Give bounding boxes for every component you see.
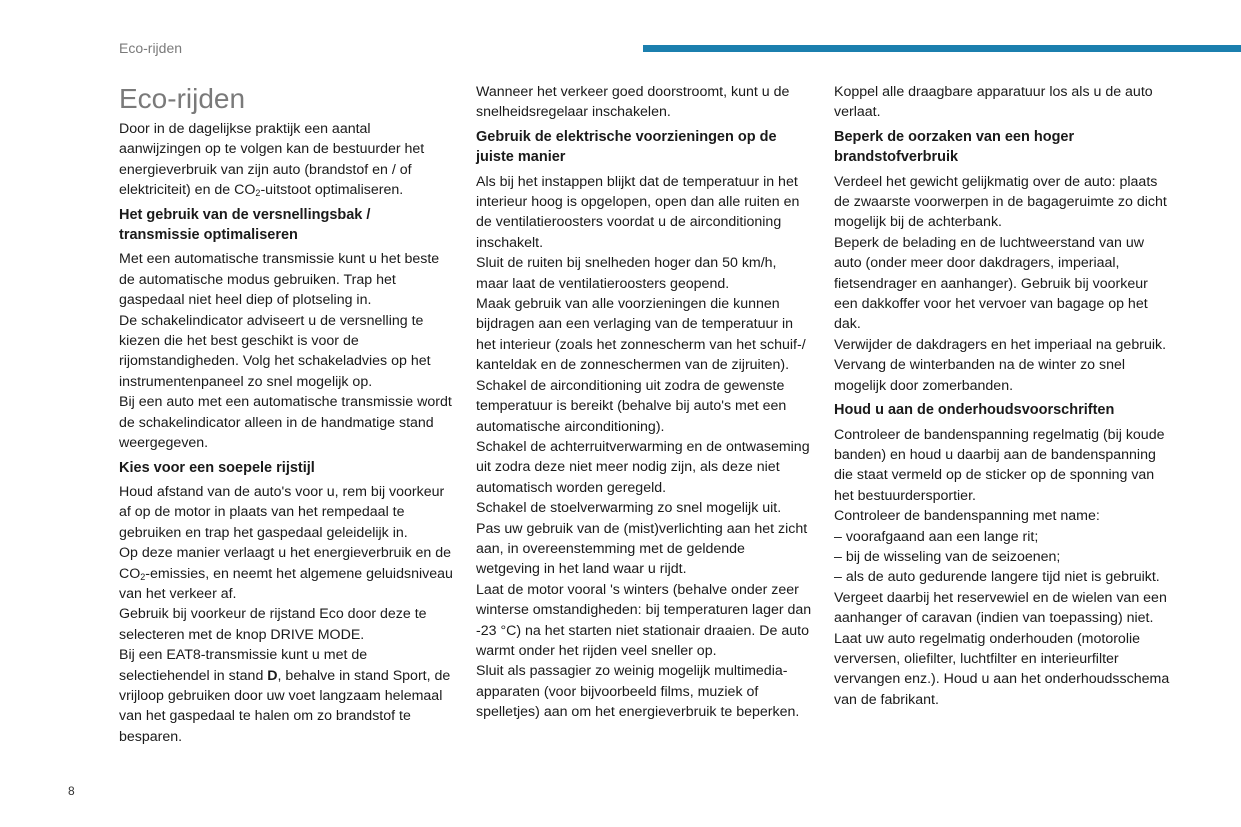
- paragraph: Vervang de winterbanden na de winter zo snel mogelijk door zomerbanden.: [834, 357, 1126, 394]
- paragraph: Controleer de bandenspanning regelmatig (bij koude banden) en houd u daarbij aan de bandenspanning die staat vermeld op de sticker op de sponning van het bestuurdersportier.: [834, 426, 1165, 504]
- paragraph: Schakel de achterruitverwarming en de ontwaseming uit zodra deze niet meer nodig zijn, als deze niet automatisch worden geregeld.: [476, 438, 810, 496]
- section-heading: Het gebruik van de versnellingsbak / transmissie optimaliseren: [119, 206, 371, 244]
- subscript: 2: [140, 571, 146, 582]
- text: , behalve in stand Sport, de vrijloop gebruiken door uw voet langzaam helemaal van het gaspedaal te halen om zo brandstof te besparen.: [119, 667, 451, 745]
- paragraph: Schakel de stoelverwarming zo snel mogelijk uit.: [476, 500, 782, 517]
- paragraph: Verwijder de dakdragers en het imperiaal na gebruik.: [834, 336, 1167, 353]
- column-1: [119, 82, 455, 747]
- paragraph: Maak gebruik van alle voorzieningen die kunnen bijdragen aan een verlaging van de temperatuur in het interieur (zoals het zonnescherm van het schuif-/ kanteldak en de zonneschermen van de zijruiten).: [476, 296, 806, 374]
- list-item: – voorafgaand aan een lange rit;: [834, 528, 1039, 545]
- paragraph: Verdeel het gewicht gelijkmatig over de auto: plaats de zwaarste voorwerpen in de bagageruimte zo dicht mogelijk bij de achterbank.: [834, 173, 1167, 231]
- paragraph: Houd afstand van de auto's voor u, rem bij voorkeur af op de motor in plaats van het rempedaal te gebruiken en trap het gaspedaal geleidelijk in.: [119, 483, 445, 541]
- section-heading: Kies voor een soepele rijstijl: [119, 459, 315, 476]
- paragraph: [119, 543, 455, 604]
- paragraph: Sluit als passagier zo weinig mogelijk multimedia-apparaten (voor bijvoorbeeld films, muziek of spelletjes) aan om het energieverbruik te beperken.: [476, 663, 800, 721]
- text: Bij een EAT8-transmissie kunt u met de selectiehendel in stand: [119, 647, 368, 684]
- intro-text-end: -uitstoot optimaliseren.: [260, 182, 404, 199]
- intro-paragraph: [119, 119, 455, 201]
- header-accent-bar: [643, 45, 1241, 52]
- header-section-label: Eco-rijden: [119, 40, 183, 56]
- paragraph: Gebruik bij voorkeur de rijstand Eco door deze te selecteren met de knop DRIVE MODE.: [119, 606, 427, 643]
- paragraph: [119, 645, 455, 747]
- page-title: Eco-rijden: [119, 83, 246, 114]
- section-electrical: [476, 127, 812, 723]
- column-3: [834, 82, 1170, 710]
- dash-list: [834, 527, 1170, 588]
- paragraph: Als bij het instappen blijkt dat de temperatuur in het interieur hoog is opgelopen, open dan alle ruiten en de ventilatieroosters voordat u de airconditioning inschakelt.: [476, 173, 800, 251]
- page-number: 8: [68, 784, 75, 798]
- section-maintenance: [834, 400, 1170, 710]
- paragraph: Sluit de ruiten bij snelheden hoger dan 50 km/h, maar laat de ventilatieroosters geopend.: [476, 255, 777, 292]
- paragraph: Laat de motor vooral 's winters (behalve onder zeer winterse omstandigheden: bij temperaturen lager dan -23 °C) na het starten niet stationair draaien. De auto warmt onder het rijden veel sneller op.: [476, 581, 812, 659]
- bold-text: D: [267, 667, 278, 684]
- section-fuel-consumption: [834, 127, 1170, 396]
- paragraph: Wanneer het verkeer goed doorstroomt, kunt u de snelheidsregelaar inschakelen.: [476, 84, 790, 121]
- paragraph: Bij een auto met een automatische transmissie wordt de schakelindicator alleen in de handmatige stand weergegeven.: [119, 394, 452, 452]
- paragraph: Controleer de bandenspanning met name:: [834, 508, 1100, 525]
- paragraph: De schakelindicator adviseert u de versnelling te kiezen die het best geschikt is voor de rijomstandigheden. Volg het schakeladvies op het instrumentenpaneel zo snel mogelijk op.: [119, 312, 431, 390]
- paragraph: Beperk de belading en de luchtweerstand van uw auto (onder meer door dakdragers, imperiaal, fietsendrager en aanhanger). Gebruik bij voorkeur een dakkoffer voor het vervoer van bagage op het dak.: [834, 234, 1148, 333]
- section-heading: Gebruik de elektrische voorzieningen op de juiste manier: [476, 128, 777, 166]
- column-2: [476, 82, 812, 723]
- paragraph: Laat uw auto regelmatig onderhouden (motorolie verversen, oliefilter, luchtfilter en interieurfilter vervangen enz.). Houd u aan het onderhoudsschema van de fabrikant.: [834, 630, 1170, 708]
- list-item: – als de auto gedurende langere tijd niet is gebruikt.: [834, 569, 1160, 586]
- paragraph: Koppel alle draagbare apparatuur los als u de auto verlaat.: [834, 84, 1153, 121]
- paragraph: Schakel de airconditioning uit zodra de gewenste temperatuur is bereikt (behalve bij auto's met een automatische airconditioning).: [476, 377, 787, 435]
- section-driving-style: [119, 458, 455, 748]
- list-item: – bij de wisseling van de seizoenen;: [834, 548, 1061, 565]
- paragraph: Met een automatische transmissie kunt u het beste de automatische modus gebruiken. Trap het gaspedaal niet heel diep of plotseling in.: [119, 251, 440, 309]
- paragraph: Vergeet daarbij het reservewiel en de wielen van een aanhanger of caravan (indien van toepassing) niet.: [834, 589, 1167, 627]
- intro-subscript: 2: [255, 188, 261, 199]
- intro-text: Door in de dagelijkse praktijk een aantal aanwijzingen op te volgen kan de bestuurder het energieverbruik van zijn auto (brandstof en / of elektriciteit) en de CO: [119, 121, 425, 199]
- text: Op deze manier verlaagt u het energieverbruik en de CO: [119, 545, 452, 582]
- section-heading: Beperk de oorzaken van een hoger brandstofverbruik: [834, 128, 1075, 166]
- section-transmission: [119, 205, 455, 454]
- section-heading: Houd u aan de onderhoudsvoorschriften: [834, 402, 1115, 419]
- text: -emissies, en neemt het algemene geluidsniveau van het verkeer af.: [119, 565, 453, 602]
- paragraph: Pas uw gebruik van de (mist)verlichting aan het zicht aan, in overeenstemming met de geldende wetgeving in het land waar u rijdt.: [476, 520, 808, 578]
